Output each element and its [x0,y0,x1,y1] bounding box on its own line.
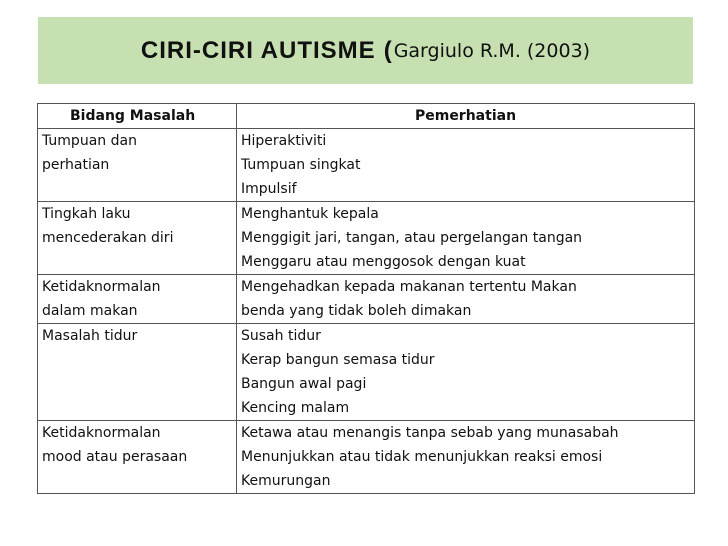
table-row [38,202,695,275]
header-bidang-masalah: Bidang Masalah [38,104,237,129]
area-cell [38,275,237,324]
table-row [38,275,695,324]
header-pemerhatian: Pemerhatian [237,104,695,129]
observation-text: Hiperaktiviti [241,133,327,149]
table-row [38,324,695,421]
area-text: perhatian [42,157,110,173]
area-cell [38,202,237,275]
observation-text: Menghantuk kepala [241,206,379,222]
observation-cell [237,421,695,494]
area-text: Masalah tidur [42,328,138,344]
area-text: Tumpuan dan [42,133,137,149]
area-text: Tingkah laku [42,206,131,222]
title-citation: Gargiulo R.M. (2003) [393,39,591,62]
observation-cell [237,324,695,421]
observation-text: Menggigit jari, tangan, atau pergelangan tangan [241,230,583,246]
observation-text: benda yang tidak boleh dimakan [241,303,472,319]
area-text: dalam makan [42,303,138,319]
area-cell [38,421,237,494]
observation-text: Kerap bangun semasa tidur [241,352,435,368]
title-banner [38,17,693,84]
observation-text: Menggaru atau menggosok dengan kuat [241,254,526,270]
area-text: Ketidaknormalan [42,279,161,295]
observation-cell [237,275,695,324]
area-text: mood atau perasaan [42,449,188,465]
observation-text: Bangun awal pagi [241,376,367,392]
table-row [38,421,695,494]
observation-text: Mengehadkan kepada makanan tertentu Makan [241,279,577,295]
observation-text: Menunjukkan atau tidak menunjukkan reaksi emosi [241,449,603,465]
observation-text: Ketawa atau menangis tanpa sebab yang munasabah [241,425,619,441]
observation-text: Susah tidur [241,328,321,344]
observation-text: Kemurungan [241,473,331,489]
table-row [38,129,695,202]
area-text: mencederakan diri [42,230,174,246]
observation-text: Tumpuan singkat [241,157,361,173]
area-text: Ketidaknormalan [42,425,161,441]
observation-text: Impulsif [241,181,297,197]
page-title: CIRI-CIRI AUTISME [140,36,376,64]
area-cell [38,324,237,421]
observation-cell [237,202,695,275]
observation-text: Kencing malam [241,400,350,416]
title-paren: ( [383,36,392,64]
area-cell [38,129,237,202]
table-header-row [38,104,695,129]
autism-traits-table [37,103,695,494]
observation-cell [237,129,695,202]
